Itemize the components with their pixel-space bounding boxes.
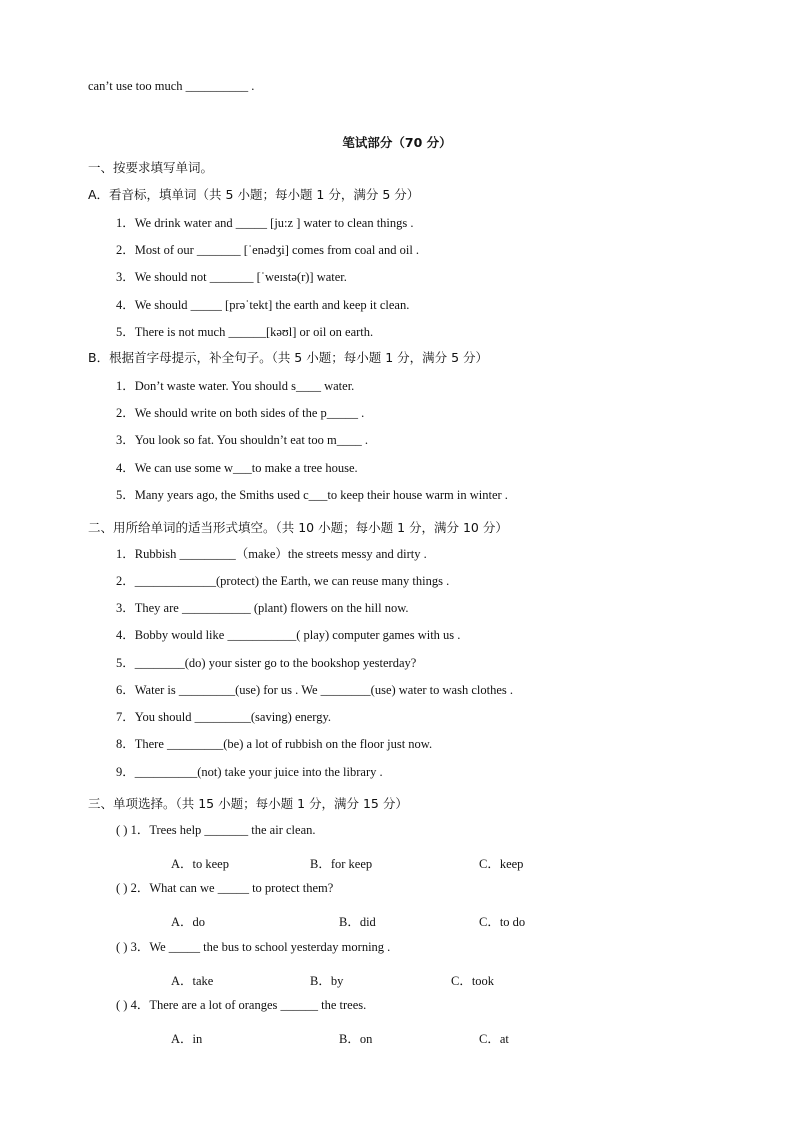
mc-option: B．did [339,915,376,929]
part2-item: 8．There _________(be) a lot of rubbish on the floor just now. [116,737,433,751]
part1-heading: 一、按要求填写单词。 [88,160,214,175]
mc-option: A．do [171,915,206,929]
part2-item: 5．________(do) your sister go to the bookshop yesterday? [116,656,417,670]
mc-option: B．by [310,974,344,988]
mc-option: C．at [479,1032,509,1046]
mc-option: C．to do [479,915,526,929]
mc-question-stem: ( ) 4．There are a lot of oranges ______ the trees. [116,998,367,1012]
part2-item: 9．__________(not) take your juice into the library . [116,765,383,779]
part1-b-item: 2．We should write on both sides of the p_____ . [116,406,365,420]
written-section-title: 笔试部分（70 分） [342,135,452,150]
part2-item: 7．You should _________(saving) energy. [116,710,332,724]
part2-item: 2．_____________(protect) the Earth, we can reuse many things . [116,574,450,588]
part3-heading: 三、单项选择。（共 15 小题；每小题 1 分，满分 15 分） [88,796,408,811]
mc-option: B．on [339,1032,373,1046]
part1-b-item: 1．Don’t waste water. You should s____ water. [116,379,355,393]
part1-a-heading: A．看音标，填单词（共 5 小题；每小题 1 分，满分 5 分） [88,187,420,202]
part1-a-item: 1．We drink water and _____ [ju:z ] water to clean things . [116,216,414,230]
part2-item: 4．Bobby would like ___________( play) computer games with us . [116,628,461,642]
part1-a-item: 2．Most of our _______ [ˈenədʒi] comes from coal and oil . [116,243,420,257]
part1-b-heading: B．根据首字母提示，补全句子。（共 5 小题；每小题 1 分，满分 5 分） [88,350,489,365]
top-line: can’t use too much __________ . [88,79,255,93]
mc-option: C．keep [479,857,524,871]
part2-item: 3．They are ___________ (plant) flowers on the hill now. [116,601,409,615]
mc-question-stem: ( ) 3．We _____ the bus to school yesterday morning . [116,940,391,954]
part2-heading: 二、用所给单词的适当形式填空。（共 10 小题；每小题 1 分，满分 10 分） [88,520,508,535]
mc-question-stem: ( ) 1．Trees help _______ the air clean. [116,823,316,837]
part1-b-item: 5．Many years ago, the Smiths used c___to keep their house warm in winter . [116,488,508,502]
mc-option: A．in [171,1032,203,1046]
part1-b-item: 4．We can use some w___to make a tree house. [116,461,358,475]
part2-item: 6．Water is _________(use) for us . We ________(use) water to wash clothes . [116,683,513,697]
part1-a-item: 4．We should _____ [prəˈtekt] the earth and keep it clean. [116,298,410,312]
mc-option: A．take [171,974,214,988]
part2-item: 1．Rubbish _________（make）the streets messy and dirty . [116,547,427,561]
part1-b-item: 3．You look so fat. You shouldn’t eat too m____ . [116,433,368,447]
mc-option: C．took [451,974,495,988]
mc-option: B．for keep [310,857,373,871]
mc-option: A．to keep [171,857,229,871]
part1-a-item: 3．We should not _______ [ˈweɪstə(r)] water. [116,270,347,284]
mc-question-stem: ( ) 2．What can we _____ to protect them? [116,881,334,895]
part1-a-item: 5．There is not much ______[kəʊl] or oil on earth. [116,325,374,339]
